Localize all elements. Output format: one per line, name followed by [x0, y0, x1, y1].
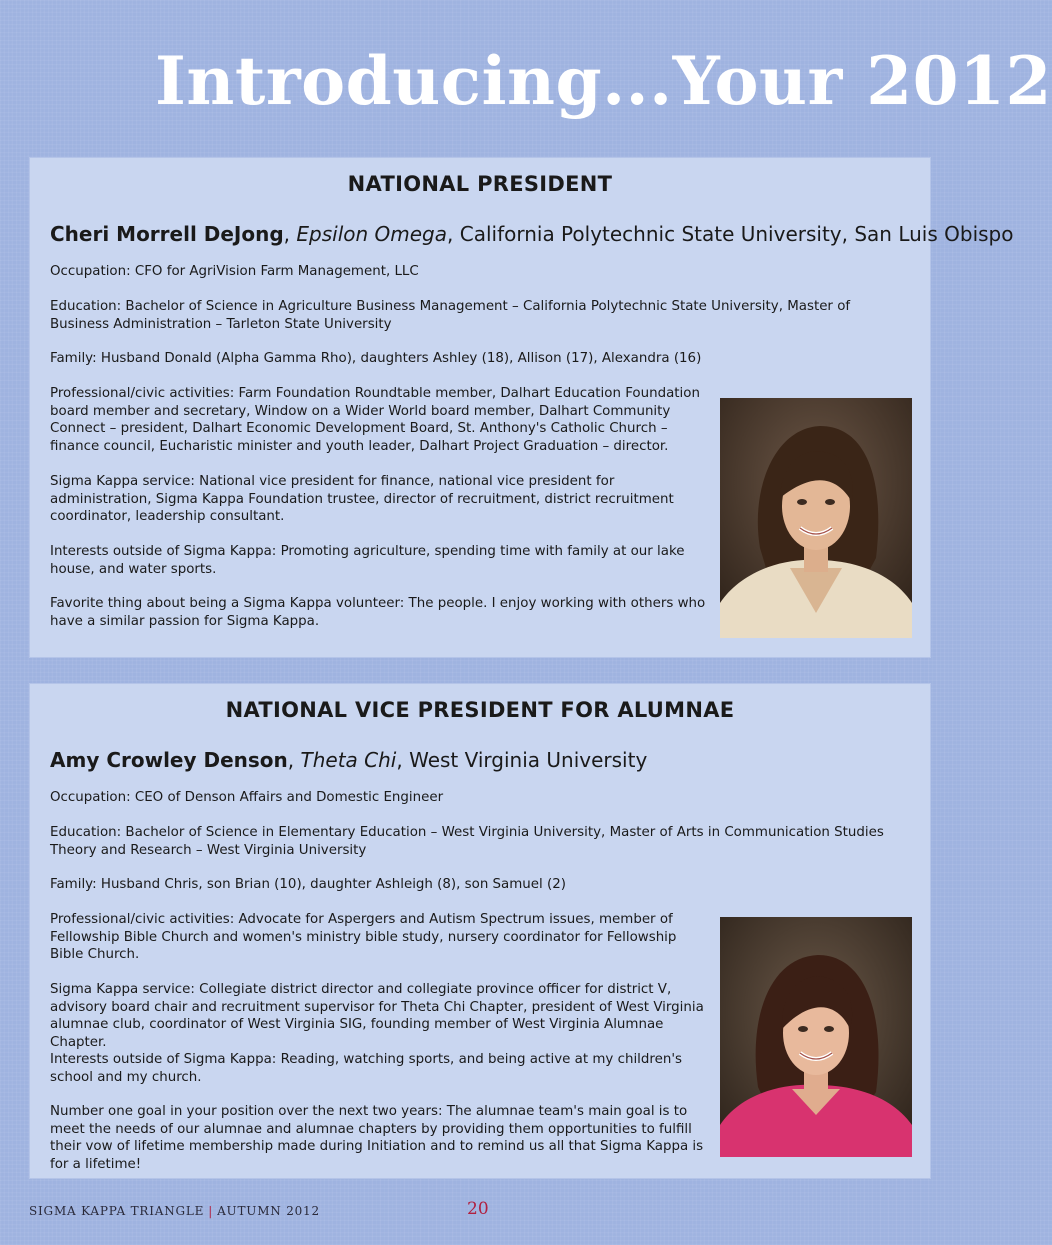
vp-alumnae-portrait: [720, 917, 912, 1157]
vp-alumnae-panel: [29, 683, 931, 1179]
occupation-text: Occupation: CEO of Denson Affairs and Domestic Engineer: [50, 790, 444, 805]
president-panel: [29, 157, 1014, 658]
footer-separator: |: [208, 1204, 214, 1218]
issue-name: AUTUMN 2012: [217, 1204, 320, 1218]
favorite-text: Favorite thing about being a Sigma Kappa volunteer: The people. I enjoy working with others who have a similar passion for Sigma Kappa.: [50, 596, 706, 629]
goal-text: Number one goal in your position over the next two years: The alumnae team's main goal is to meet the needs of our alumnae and alumnae chapters by providing them opportunities to fulfill their vow of lifetime membership made during Initiation and to remind us all that Sigma Kappa is for a lifetime!: [50, 1104, 704, 1172]
name-separator: ,: [287, 748, 301, 772]
section-title: NATIONAL VICE PRESIDENT FOR ALUMNAE: [225, 698, 735, 722]
officer-name: Amy Crowley Denson: [50, 748, 288, 772]
professional-text: Professional/civic activities: Farm Foundation Roundtable member, Dalhart Education Foundation board member and secretary, Window on a Wider World board member, Dalhart Community Connect – president, Dalhart Economic Development Board, St. Anthony's Catholic Church – finance council, Eucharistic minister and youth leader, Dalhart Project Graduation – director.: [50, 386, 700, 454]
page-number: 20: [467, 1199, 489, 1219]
name-separator: ,: [283, 222, 297, 246]
family-text: Family: Husband Donald (Alpha Gamma Rho), daughters Ashley (18), Allison (17), Alexandra (16): [50, 351, 702, 366]
officer-name-line: [50, 222, 1014, 246]
family-text: Family: Husband Chris, son Brian (10), daughter Ashleigh (8), son Samuel (2): [50, 877, 566, 892]
footer-publication: [29, 1204, 320, 1218]
interests-text: Interests outside of Sigma Kappa: Reading, watching sports, and being active at my children's school and my church.: [50, 1052, 683, 1085]
education-text: Education: Bachelor of Science in Agriculture Business Management – California Polytechnic State University, Master of Business Administration – Tarleton State University: [50, 299, 851, 332]
occupation-text: Occupation: CFO for AgriVision Farm Management, LLC: [50, 264, 419, 279]
publication-name: SIGMA KAPPA TRIANGLE: [29, 1204, 205, 1218]
service-text: Sigma Kappa service: Collegiate district director and collegiate province officer for district V, advisory board chair and recruitment supervisor for Theta Chi Chapter, president of West Virginia alumnae club, coordinator of West Virginia SIG, founding member of West Virginia Alumnae Chapter.: [50, 982, 704, 1050]
portrait-illustration: [720, 398, 912, 638]
officer-school: , California Polytechnic State University, San Luis Obispo: [447, 222, 1014, 246]
professional-text: Professional/civic activities: Advocate for Aspergers and Autism Spectrum issues, member of Fellowship Bible Church and women's ministry bible study, nursery coordinator for Fellowship Bible Church.: [50, 912, 677, 962]
portrait-illustration: [720, 917, 912, 1157]
interests-text: Interests outside of Sigma Kappa: Promoting agriculture, spending time with family at our lake house, and water sports.: [50, 544, 685, 577]
officer-chapter: Epsilon Omega: [296, 222, 448, 246]
officer-school: , West Virginia University: [396, 748, 648, 772]
service-text: Sigma Kappa service: National vice president for finance, national vice president for administration, Sigma Kappa Foundation trustee, director of recruitment, district recruitment coordinator, leadership consultant.: [50, 474, 674, 524]
section-title: NATIONAL PRESIDENT: [347, 172, 613, 196]
officer-name-line: [50, 748, 910, 772]
officer-chapter: Theta Chi: [300, 748, 397, 772]
education-text: Education: Bachelor of Science in Elementary Education – West Virginia University, Master of Arts in Communication Studies Theory and Research – West Virginia University: [50, 825, 884, 858]
officer-name: Cheri Morrell DeJong: [50, 222, 284, 246]
page-headline: Introducing...Your 2012: [155, 42, 1052, 120]
president-portrait: [720, 398, 912, 638]
